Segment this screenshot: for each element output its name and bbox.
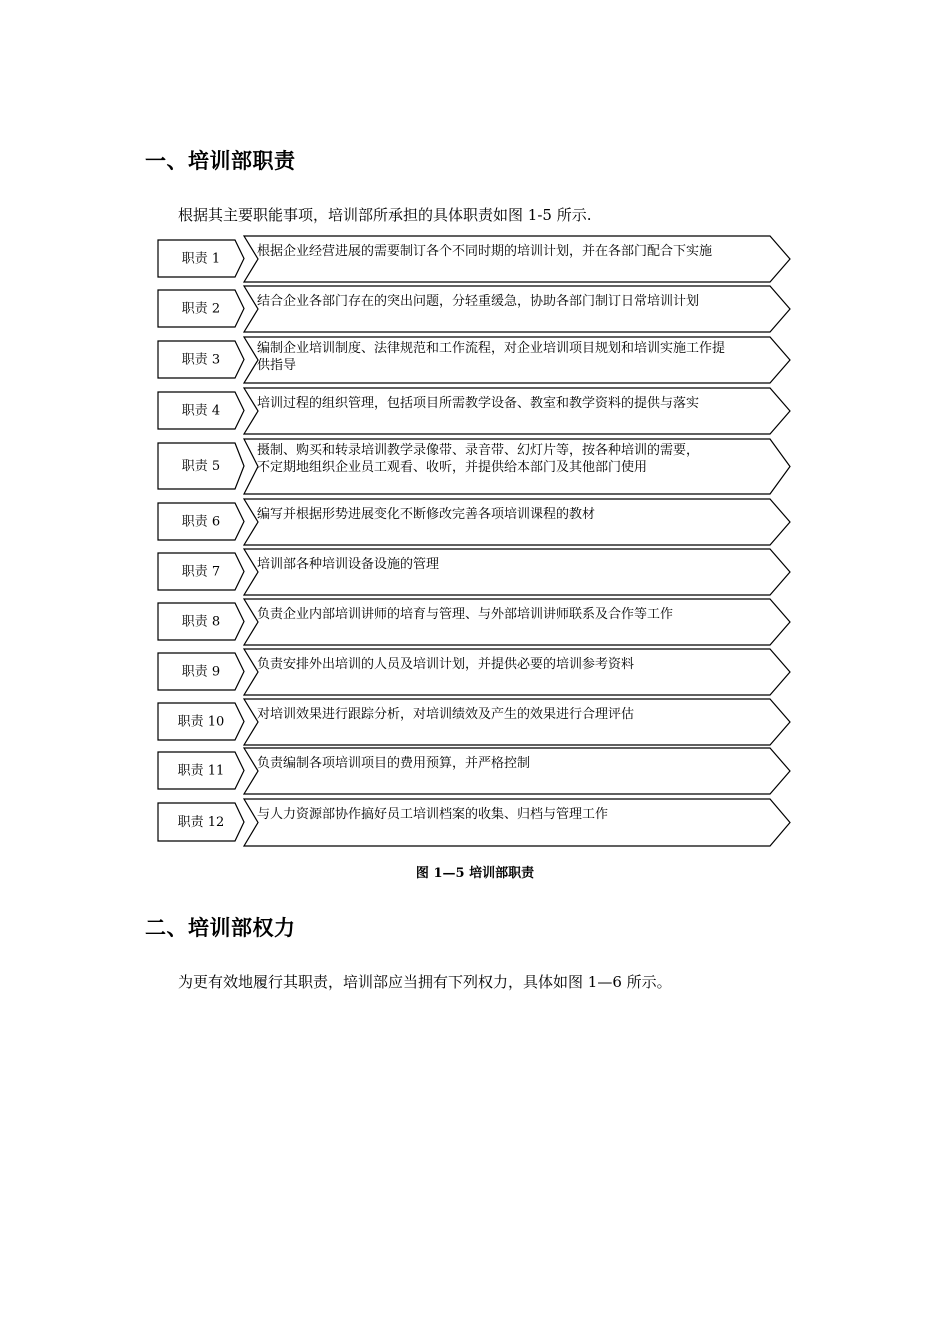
duty-label: 职责 2: [181, 301, 221, 317]
duty-row: [158, 549, 790, 595]
duty-arrow-box: [244, 599, 790, 645]
duty-label: 职责 5: [181, 459, 221, 474]
duty-label: 职责 12: [177, 815, 225, 830]
duty-row: [158, 337, 790, 383]
duty-arrow-box: [244, 236, 790, 282]
duty-text: 培训过程的组织管理，包括项目所需教学设备、教室和教学资料的提供与落实: [257, 396, 700, 411]
duty-text: 结合企业各部门存在的突出问题，分轻重缓急，协助各部门制订日常培训计划: [257, 294, 700, 309]
duty-text: 编写并根据形势进展变化不断修改完善各项培训课程的教材: [257, 507, 596, 522]
duty-text: 供指导: [257, 358, 297, 373]
figure-caption: 图 1—5 培训部职责: [415, 866, 535, 881]
duty-arrow-box: [244, 286, 790, 332]
duty-text: 培训部各种培训设备设施的管理: [257, 557, 440, 572]
duty-text: 负责企业内部培训讲师的培育与管理、与外部培训讲师联系及合作等工作: [257, 607, 674, 622]
duty-text: 负责编制各项培训项目的费用预算，并严格控制: [257, 756, 531, 771]
duty-row: [158, 699, 790, 745]
duty-row: [158, 388, 790, 434]
duty-arrow-box: [244, 499, 790, 545]
duty-label: 职责 6: [181, 514, 221, 530]
duty-row: [158, 439, 790, 494]
duty-arrow-box: [244, 649, 790, 695]
duty-text: 根据企业经营进展的需要制订各个不同时期的培训计划，并在各部门配合下实施: [257, 244, 713, 259]
duty-label: 职责 10: [177, 714, 225, 730]
duty-row: [158, 499, 790, 545]
section-2-intro: 为更有效地履行其职责，培训部应当拥有下列权力，具体如图 1—6 所示。: [178, 973, 672, 991]
duty-row: [158, 799, 790, 846]
duty-label: 职责 9: [181, 664, 221, 680]
duty-text: 编制企业培训制度、法律规范和工作流程，对企业培训项目规划和培训实施工作提: [257, 341, 726, 356]
duty-text: 不定期地组织企业员工观看、收听，并提供给本部门及其他部门使用: [257, 460, 648, 475]
duty-row: [158, 236, 790, 282]
duty-arrow-box: [244, 699, 790, 745]
section-1-heading: 一、培训部职责: [145, 149, 296, 173]
duty-label: 职责 11: [177, 763, 225, 779]
duty-text: 摄制、购买和转录培训教学录像带、录音带、幻灯片等，按各种培训的需要，: [257, 443, 700, 458]
duty-text: 负责安排外出培训的人员及培训计划，并提供必要的培训参考资料: [257, 657, 635, 672]
section-2-heading: 二、培训部权力: [145, 916, 296, 940]
duty-row: [158, 649, 790, 695]
duty-text: 对培训效果进行跟踪分析，对培训绩效及产生的效果进行合理评估: [257, 707, 635, 722]
duty-label: 职责 3: [181, 352, 221, 368]
duty-label: 职责 1: [181, 251, 221, 267]
duty-arrow-box: [244, 748, 790, 794]
duty-arrow-box: [244, 388, 790, 434]
duty-text: 与人力资源部协作搞好员工培训档案的收集、归档与管理工作: [257, 807, 609, 822]
duty-arrow-box: [244, 549, 790, 595]
section-1-intro: 根据其主要职能事项，培训部所承担的具体职责如图 1-5 所示.: [178, 206, 592, 224]
duty-label: 职责 7: [181, 564, 221, 580]
duty-row: [158, 748, 790, 794]
duty-row: [158, 599, 790, 645]
duty-row: [158, 286, 790, 332]
duty-label: 职责 8: [181, 614, 221, 630]
duty-label: 职责 4: [181, 403, 221, 419]
